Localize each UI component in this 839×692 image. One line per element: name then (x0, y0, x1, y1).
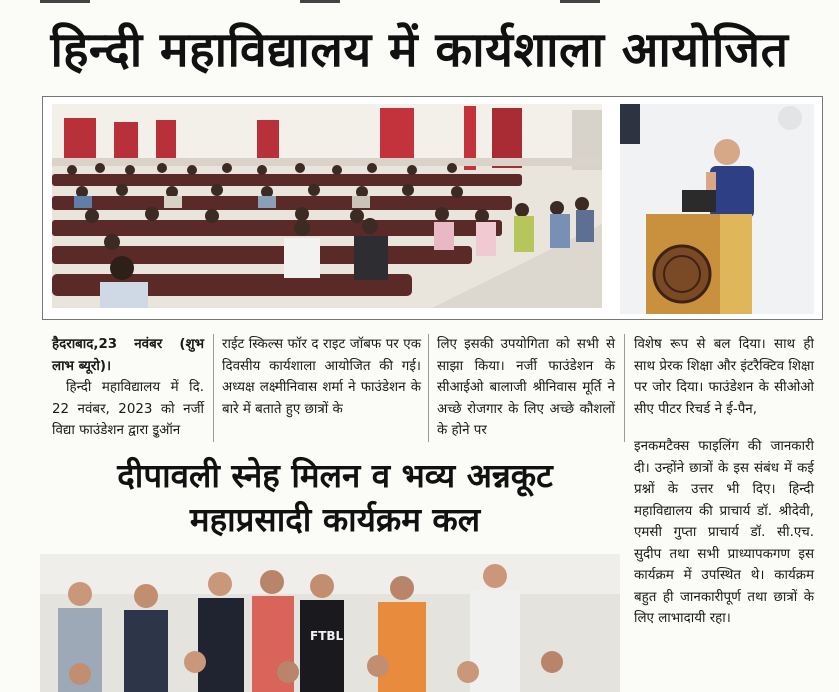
column-divider (213, 334, 214, 442)
article-col4-continued: इनकमटैक्स फाइलिंग की जानकारी दी। उन्होंने छात्रों के इस संबंध में कई प्रश्नों के उत्तर भी दिए। हिन्दी महाविद्यालय की प्राचार्य डॉ. श्रीदेवी, एमसी गुप्ता प्राचार्य डॉ. सी.एच. सुदीप तथा सभी प्राध्यापकगण इस कार्यक्रम में उपस्थित थे। कार्यक्रम बहुत ही जानकारीपूर्ण तथा छात्रों के लिए लाभादायी रहा। (634, 439, 814, 626)
article-col1-text: हिन्दी महाविद्यालय में दि. 22 नवंबर, 2023 को नर्जी विद्या फाउंडेशन द्वारा इुऑन (52, 380, 204, 438)
group-photo-shirt-text: FTBL (310, 629, 344, 643)
article-column-3 (437, 334, 615, 442)
article-col4-text: विशेष रूप से बल दिया। साथ ही साथ प्रेरक शिक्षा और इंटरैक्टिव शिक्षा पर जोर दिया। फाउंडेशन के सीओओ सीए पीटर रिचर्ड ने ई-पैन, (634, 337, 814, 417)
column-divider (428, 334, 429, 442)
auditorium-photo (52, 104, 602, 308)
column-divider (624, 334, 625, 442)
group-photo (40, 554, 620, 692)
article-col3-text: लिए इसकी उपयोगिता को सभी से साझा किया। नर्जी फाउंडेशन के सीआईओ बालाजी श्रीनिवास मूर्ति ने अच्छे रोजगार के लिए अच्छे कौशलों के होने पर (437, 337, 615, 438)
second-story-headline-line2: महाप्रसादी कार्यक्रम कल (189, 500, 481, 539)
article-col2-text: राईट स्किल्स फॉर द राइट जॉबफ पर एक दिवसीय कार्यशाला आयोजित की गई। अध्यक्ष लक्ष्मीनिवास शर्मा ने फाउंडेशन के बारे में बताते हुए छात्रों के (222, 337, 421, 417)
top-rule (0, 0, 839, 8)
article-column-4 (634, 334, 814, 630)
article-dateline: हैदराबाद,23 नवंबर (शुभ लाभ ब्यूरो)। (52, 337, 204, 374)
article-column-2 (222, 334, 421, 420)
speaker-photo (620, 104, 814, 314)
article-column-1 (52, 334, 204, 442)
page-headline: हिन्दी महाविद्यालय में कार्यशाला आयोजित (50, 22, 789, 78)
second-story-headline-line1: दीपावली स्नेह मिलन व भव्य अन्नकूट (117, 456, 553, 495)
